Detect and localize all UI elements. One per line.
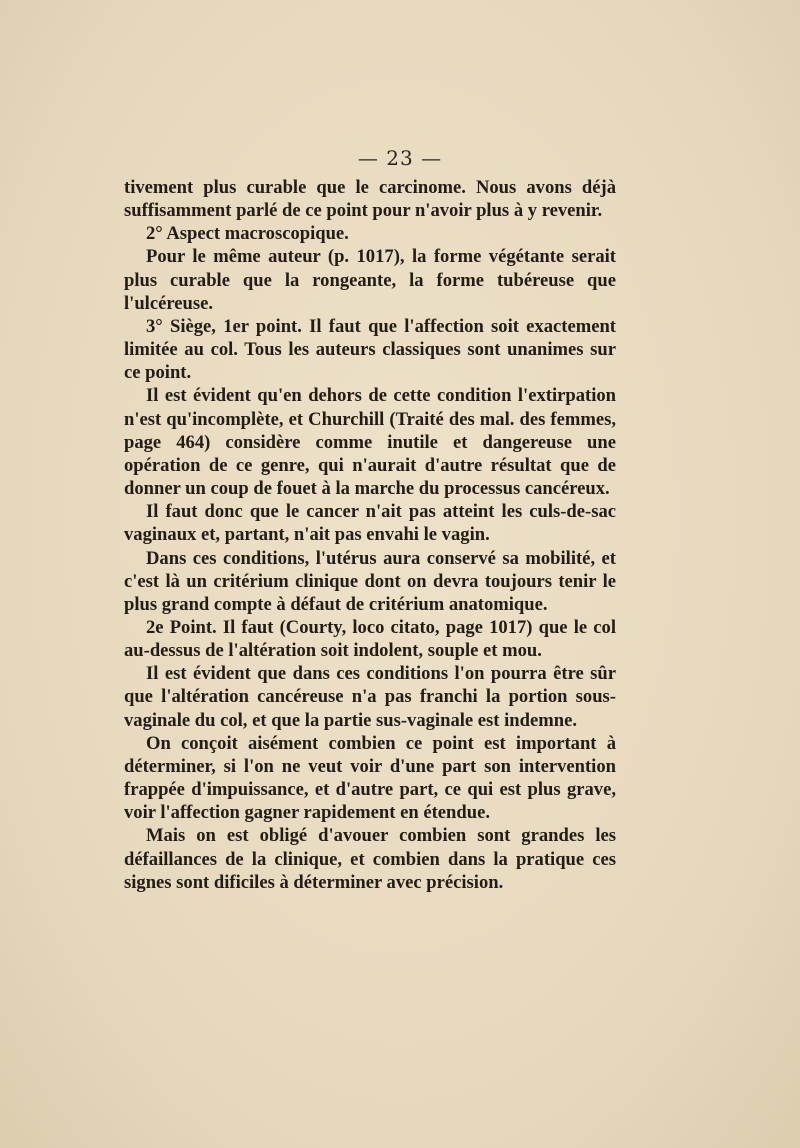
paragraph-10: On conçoit aisément combien ce point est important à déterminer, si l'on ne veut voir d'une part son intervention frappée d'impuissance, et d'autre part, ce qui est plus grave, voir l'affection gagner rapidement en étendue. [124, 732, 616, 824]
paragraph-8: 2e Point. Il faut (Courty, loco citato, page 1017) que le col au-dessus de l'altération soit indolent, souple et mou. [124, 616, 616, 662]
paragraph-4: 3° Siège, 1er point. Il faut que l'affection soit exactement limitée au col. Tous les auteurs classiques sont unanimes sur ce point. [124, 315, 616, 384]
paragraph-5: Il est évident qu'en dehors de cette condition l'extirpation n'est qu'incomplète, et Churchill (Traité des mal. des femmes, page 464) considère comme inutile et dangereuse une opération de ce genre, qui n'aurait d'autre résultat que de donner un coup de fouet à la marche du processus cancéreux. [124, 385, 616, 500]
paragraph-1: tivement plus curable que le carcinome. Nous avons déjà suffisamment parlé de ce point pour n'avoir plus à y revenir. [124, 177, 616, 222]
paragraph-7: Dans ces conditions, l'utérus aura conservé sa mobilité, et c'est là un critérium clinique dont on devra toujours tenir le plus grand compte à défaut de critérium anatomique. [124, 547, 616, 615]
body-text [124, 176, 616, 894]
paragraph-3: Pour le même auteur (p. 1017), la forme végétante serait plus curable que la rongeante, la forme tubéreuse que l'ulcéreuse. [124, 246, 616, 314]
paragraph-2: 2° Aspect macroscopique. [146, 223, 349, 245]
paragraph-6: Il faut donc que le cancer n'ait pas atteint les culs-de-sac vaginaux et, partant, n'ait pas envahi le vagin. [124, 501, 616, 546]
paragraph-11: Mais on est obligé d'avouer combien sont grandes les défaillances de la clinique, et combien dans la pratique ces signes sont dificiles à déterminer avec précision. [124, 825, 616, 893]
page-number-header: — 23 — [357, 146, 443, 170]
paragraph-9: Il est évident que dans ces conditions l'on pourra être sûr que l'altération cancéreuse n'a pas franchi la portion sous-vaginale du col, et que la partie sus-vaginale est indemne. [124, 663, 616, 731]
